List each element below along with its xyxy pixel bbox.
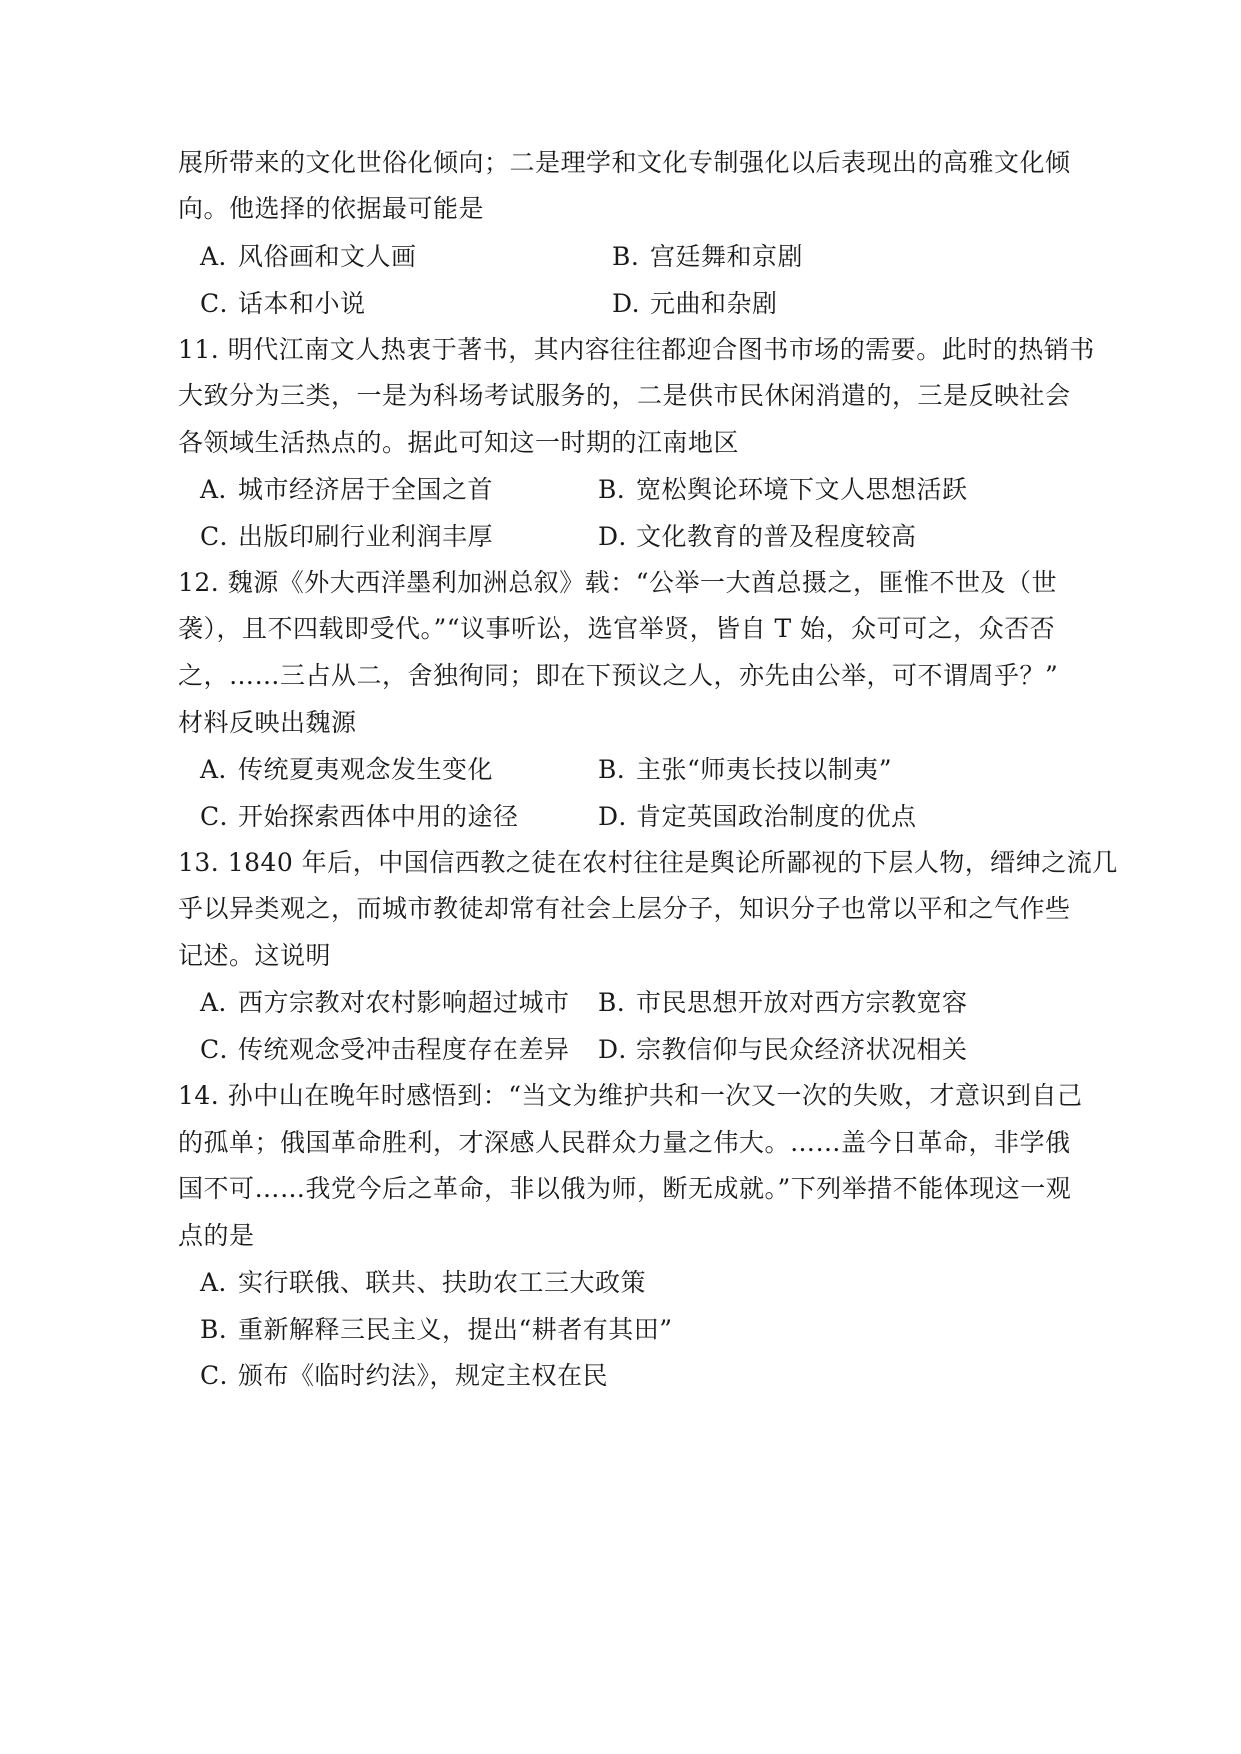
q12-option-b: [598, 753, 892, 787]
q12-line-3: 之，……三占从二，舍独徇同；即在下预议之人，亦先由公举，可不谓周乎？”: [178, 661, 1059, 690]
q12-option-a: [200, 753, 493, 787]
q14-line-4: 点的是: [178, 1221, 255, 1250]
option-letter: A．: [200, 988, 245, 1017]
q12-line-4: 材料反映出魏源: [178, 708, 357, 737]
option-text: 市民思想开放对西方宗教宽容: [636, 988, 968, 1017]
option-text: 重新解释三民主义，提出“耕者有其田”: [238, 1315, 673, 1344]
option-letter: A．: [200, 242, 245, 271]
q14-line-1: 14. 孙中山在晚年时感悟到：“当文为维护共和一次又一次的失败，才意识到自己: [178, 1081, 1083, 1110]
q13-option-c: [200, 1033, 570, 1067]
q13-line-1: 13. 1840 年后，中国信西教之徒在农村往往是舆论所鄙视的下层人物，缙绅之流几: [178, 848, 1118, 877]
q12-line-1: 12. 魏源《外大西洋墨利加洲总叙》载：“公举一大酋总摄之，匪惟不世及（世: [178, 568, 1057, 597]
q14-option-b: [200, 1313, 673, 1347]
q10-option-d: [612, 287, 778, 321]
option-letter: D．: [598, 522, 645, 551]
option-text: 风俗画和文人画: [238, 242, 417, 271]
option-letter: C．: [200, 289, 246, 318]
option-letter: A．: [200, 475, 245, 504]
q14-line-3: 国不可……我党今后之革命，非以俄为师，断无成就。”下列举措不能体现这一观: [178, 1174, 1072, 1203]
q11-option-a: [200, 473, 493, 507]
option-text: 元曲和杂剧: [650, 289, 778, 318]
q12-option-d: [598, 800, 917, 834]
q12-option-c: [200, 800, 519, 834]
option-text: 出版印刷行业利润丰厚: [238, 522, 494, 551]
option-text: 开始探索西体中用的途径: [238, 802, 519, 831]
option-text: 话本和小说: [238, 289, 366, 318]
option-letter: A．: [200, 1268, 245, 1297]
option-text: 实行联俄、联共、扶助农工三大政策: [238, 1268, 647, 1297]
option-letter: D.: [612, 289, 641, 318]
option-letter: B．: [598, 988, 643, 1017]
q11-line-1: 11. 明代江南文人热衷于著书，其内容往往都迎合图书市场的需要。此时的热销书: [178, 335, 1095, 364]
q13-option-a: [200, 986, 570, 1020]
q10-option-c: [200, 287, 366, 321]
q12-line-2: 袭），且不四载即受代。”“议事听讼，选官举贤，皆自 T 始，众可可之，众否否: [178, 614, 1056, 643]
option-letter: A．: [200, 755, 245, 784]
q11-option-c: [200, 520, 493, 554]
option-letter: D．: [598, 802, 645, 831]
option-letter: C．: [200, 1361, 246, 1390]
q11-line-3: 各领域生活热点的。据此可知这一时期的江南地区: [178, 428, 740, 457]
q11-line-2: 大致分为三类，一是为科场考试服务的，二是供市民休闲消遣的，三是反映社会: [178, 381, 1071, 410]
option-text: 传统夏夷观念发生变化: [238, 755, 494, 784]
option-letter: D．: [598, 1035, 645, 1064]
option-text: 文化教育的普及程度较高: [636, 522, 917, 551]
option-text: 宗教信仰与民众经济状况相关: [636, 1035, 968, 1064]
option-letter: B．: [200, 1315, 245, 1344]
q14-option-a: [200, 1266, 646, 1300]
option-letter: C．: [200, 1035, 246, 1064]
q13-line-3: 记述。这说明: [178, 941, 332, 970]
q14-line-2: 的孤单；俄国革命胜利，才深感人民群众力量之伟大。……盖今日革命，非学俄: [178, 1128, 1071, 1157]
option-text: 城市经济居于全国之首: [238, 475, 494, 504]
q10-line-1: 展所带来的文化世俗化倾向；二是理学和文化专制强化以后表现出的高雅文化倾: [178, 148, 1071, 177]
option-text: 宫廷舞和京剧: [650, 242, 804, 271]
option-text: 西方宗教对农村影响超过城市: [238, 988, 570, 1017]
option-text: 宽松舆论环境下文人思想活跃: [636, 475, 968, 504]
option-letter: B．: [598, 755, 643, 784]
q10-option-a: [200, 240, 417, 274]
option-letter: B.: [612, 242, 640, 271]
q10-option-b: [612, 240, 803, 274]
option-letter: B．: [598, 475, 643, 504]
q13-option-d: [598, 1033, 968, 1067]
option-text: 主张“师夷长技以制夷”: [636, 755, 893, 784]
option-text: 传统观念受冲击程度存在差异: [238, 1035, 570, 1064]
q14-option-c: [200, 1359, 608, 1393]
q13-option-b: [598, 986, 968, 1020]
option-letter: C．: [200, 522, 246, 551]
q11-option-b: [598, 473, 968, 507]
option-text: 肯定英国政治制度的优点: [636, 802, 917, 831]
option-text: 颁布《临时约法》，规定主权在民: [238, 1361, 609, 1390]
q11-option-d: [598, 520, 917, 554]
q13-line-2: 乎以异类观之，而城市教徒却常有社会上层分子，知识分子也常以平和之气作些: [178, 894, 1071, 923]
option-letter: C．: [200, 802, 246, 831]
q10-line-2: 向。他选择的依据最可能是: [178, 194, 485, 223]
